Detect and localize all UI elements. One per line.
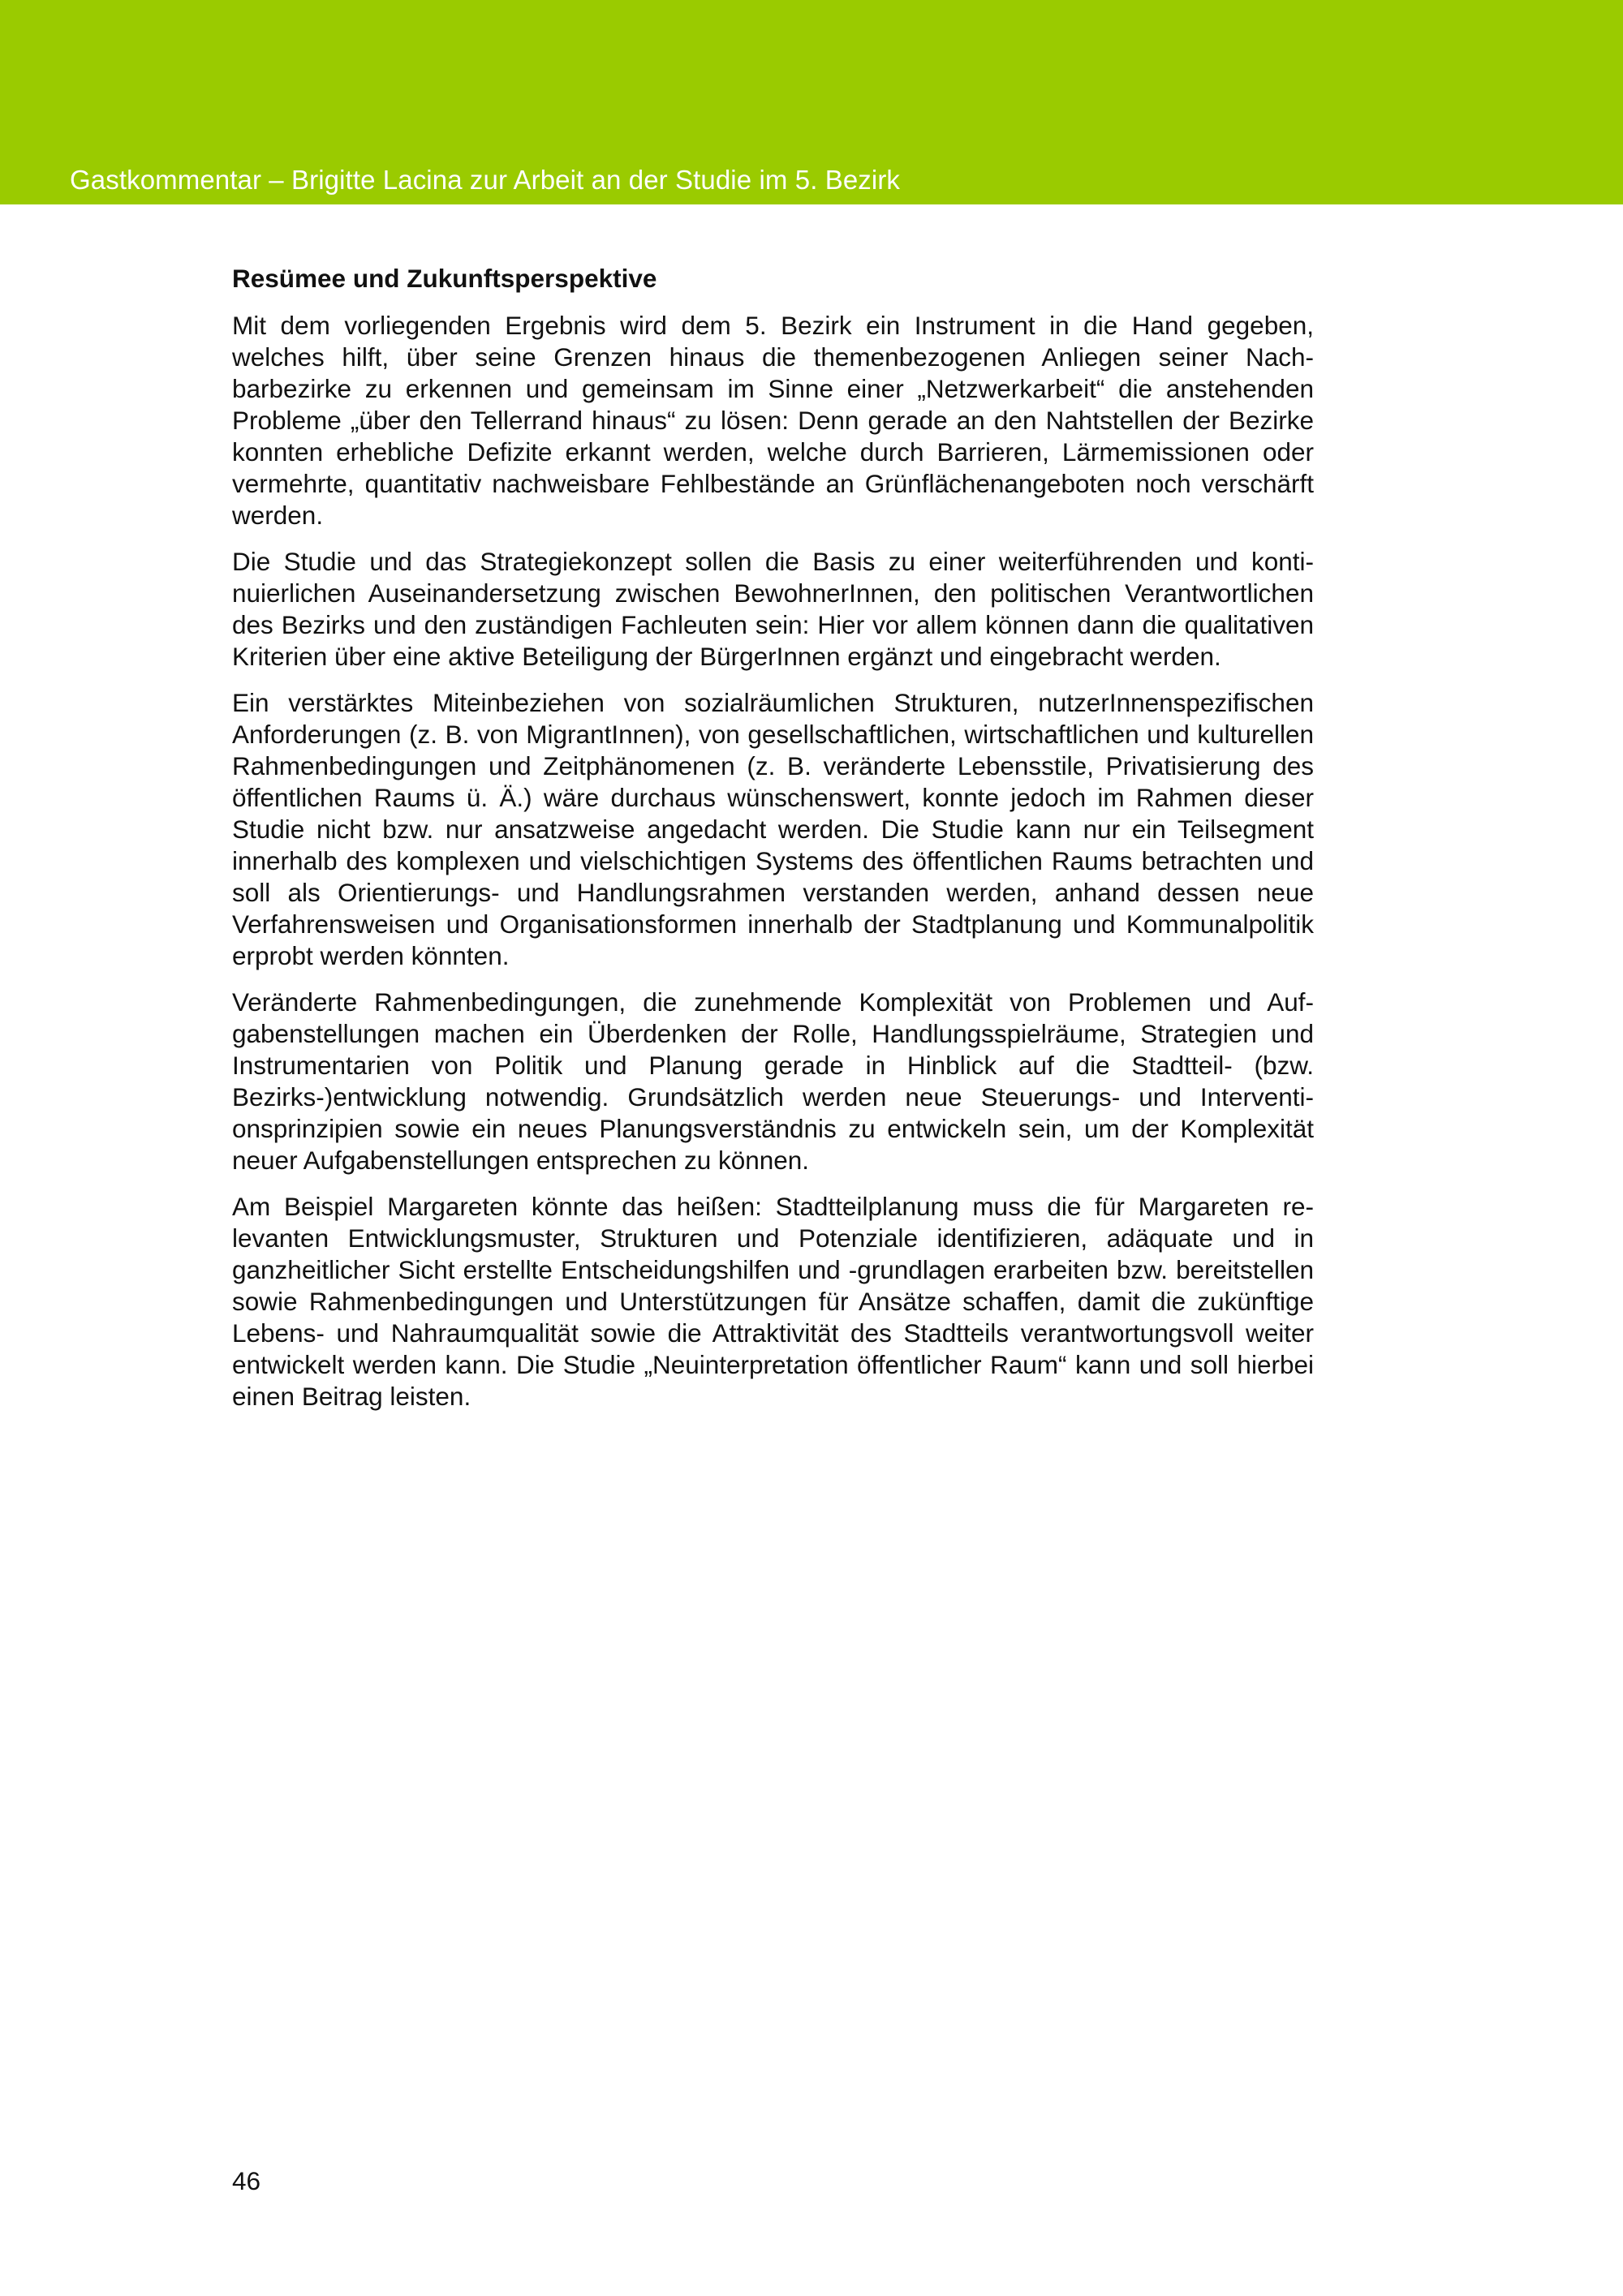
paragraph-1: Mit dem vorliegenden Ergebnis wird dem 5. Bezirk ein Instrument in die Hand gegeben, welches hilft, über seine Grenzen hinaus die themenbezogenen Anliegen seiner Nachbarbezirke zu erkennen und gemeinsam im Sinne einer „Netzwerkarbeit“ die anstehenden Probleme „über den Tellerrand hinaus“ zu lösen: Denn gerade an den Nahtstellen der Bezirke konnten erhebliche Defizite erkannt werden, welche durch Barrieren, Lärmemissionen oder vermehrte, quantitativ nachweisbare Fehlbestände an Grünflächenangeboten noch verschärft werden. [232, 311, 1314, 530]
article-body [232, 261, 1314, 1427]
page-number: 46 [232, 2166, 261, 2195]
paragraph-3: Ein verstärktes Miteinbeziehen von sozialräumlichen Strukturen, nutzerInnenspezifischen Anforderungen (z. B. von MigrantInnen), von gesellschaftlichen, wirtschaftlichen und kulturellen Rahmenbedingungen und Zeitphänomenen (z. B. veränderte Lebensstile, Privatisierung des öffentlichen Raums ü. Ä.) wäre durchaus wünschenswert, konnte jedoch im Rahmen dieser Studie nicht bzw. nur ansatzweise angedacht werden. Die Studie kann nur ein Teilsegment innerhalb des komplexen und vielschichtigen Systems des öffentlichen Raums betrachten und soll als Orientierungs- und Handlungsrahmen verstanden werden, anhand dessen neue Verfahrensweisen und Organisationsformen innerhalb der Stadtplanung und Kommunalpolitik erprobt werden könnten. [232, 688, 1314, 970]
paragraph-5: Am Beispiel Margareten könnte das heißen: Stadtteilplanung muss die für Margareten relevanten Entwicklungsmuster, Strukturen und Potenziale identifizieren, adäquate und in ganzheitlicher Sicht erstellte Entscheidungshilfen und -grundlagen erarbeiten bzw. bereitstellen sowie Rahmenbedingungen und Unterstützungen für Ansätze schaffen, damit die zukünftige Lebens- und Nahraumqualität sowie die Attraktivität des Stadtteils verantwortungsvoll weiter entwickelt werden kann. Die Studie „Neuinterpretation öffentlicher Raum“ kann und soll hierbei einen Beitrag leisten. [232, 1192, 1314, 1411]
paragraph-4: Veränderte Rahmenbedingungen, die zunehmende Komplexität von Problemen und Aufgabenstellungen machen ein Überdenken der Rolle, Handlungsspielräume, Strategien und Instrumentarien von Politik und Planung gerade in Hinblick auf die Stadtteil- (bzw. Bezirks-)entwicklung notwendig. Grundsätzlich werden neue Steuerungs- und Interventionsprinzipien sowie ein neues Planungsverständnis zu entwickeln sein, um der Komplexität neuer Aufgabenstellungen entsprechen zu können. [232, 987, 1314, 1175]
running-header-title: Gastkommentar – Brigitte Lacina zur Arbeit an der Studie im 5. Bezirk [70, 165, 901, 195]
paragraph-2: Die Studie und das Strategiekonzept sollen die Basis zu einer weiterführenden und kontinuierlichen Auseinandersetzung zwischen BewohnerInnen, den politischen Verantwortlichen des Bezirks und den zuständigen Fachleuten sein: Hier vor allem können dann die qualitativen Kriterien über eine aktive Beteiligung der BürgerInnen ergänzt und eingebracht werden. [232, 547, 1314, 671]
section-heading: Resümee und Zukunftsperspektive [232, 264, 657, 293]
